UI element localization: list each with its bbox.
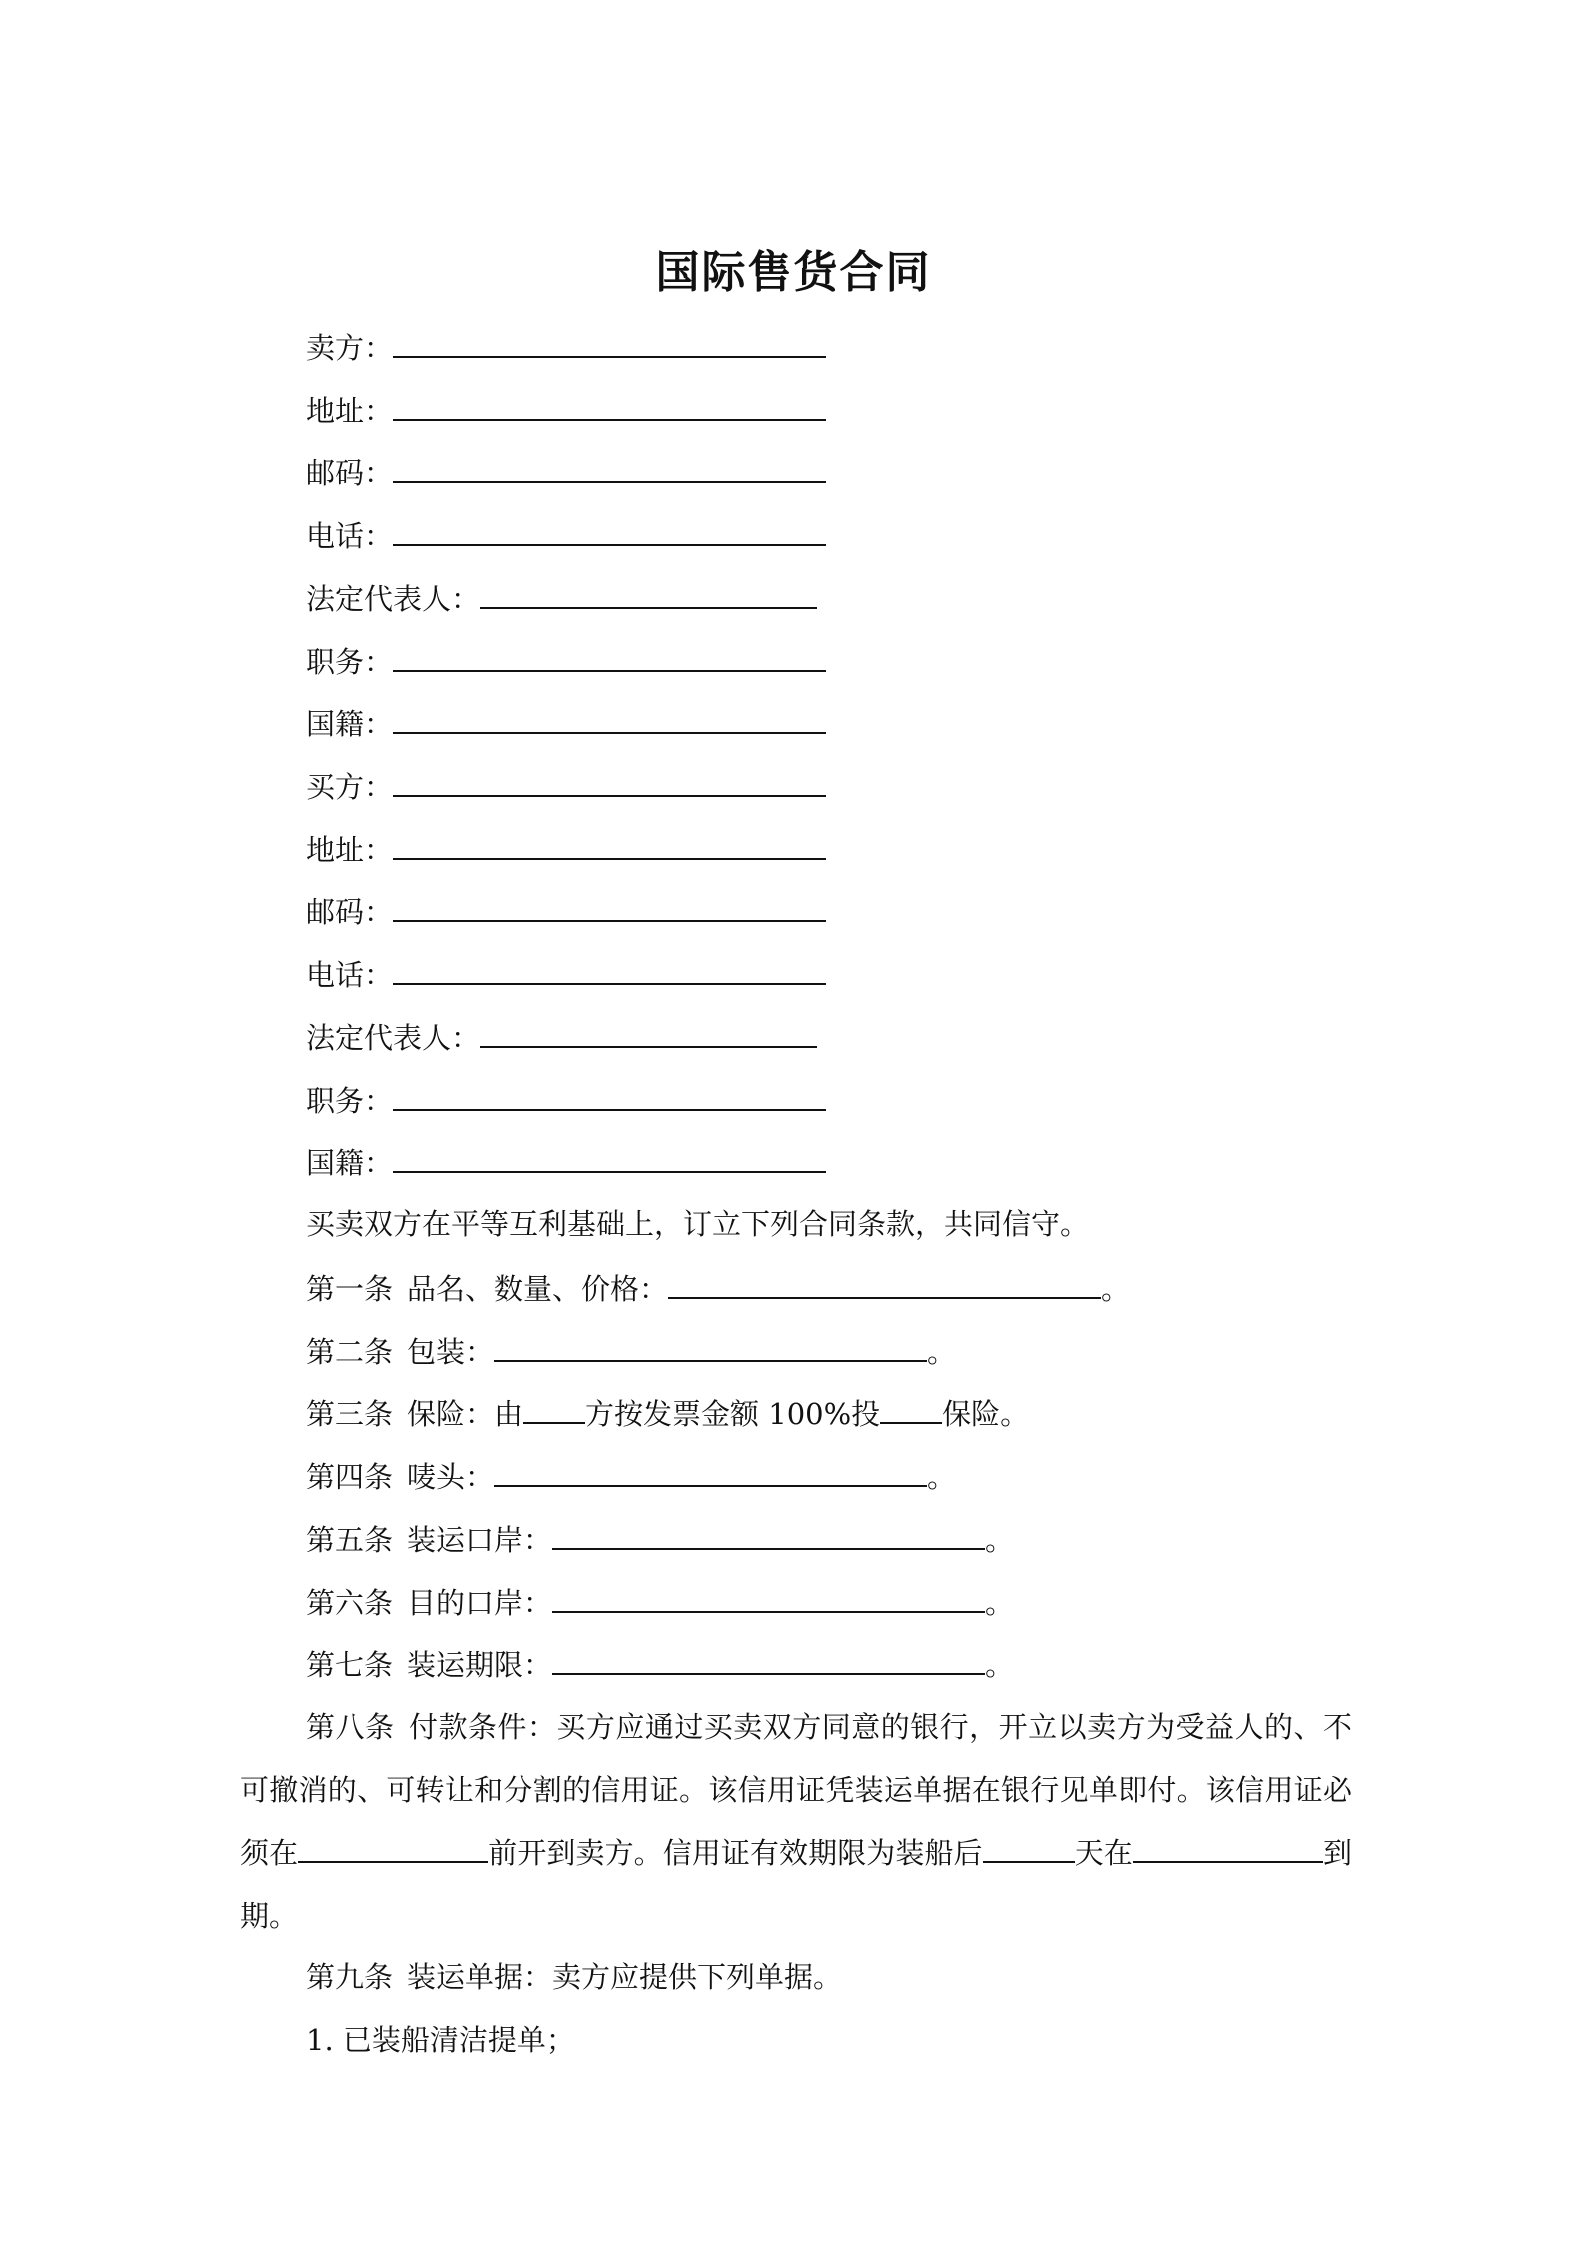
article-8-text-3: 天在 [1074, 1836, 1133, 1870]
article-2 [306, 1330, 956, 1372]
article-7-number: 第七条 [306, 1648, 394, 1682]
seller-postcode-field[interactable] [393, 451, 826, 483]
buyer-legal-rep-line [306, 1016, 817, 1058]
buyer-nationality-label: 国籍： [306, 1146, 394, 1180]
article-4-period: 。 [927, 1460, 957, 1494]
seller-address-field[interactable] [393, 389, 826, 421]
article-1 [306, 1267, 1130, 1309]
article-1-number: 第一条 [306, 1272, 394, 1306]
article-2-number: 第二条 [306, 1335, 394, 1369]
seller-field[interactable] [393, 326, 826, 358]
article-6-period: 。 [985, 1586, 1015, 1620]
article-2-period: 。 [927, 1335, 957, 1369]
article-7-field[interactable] [552, 1643, 985, 1675]
buyer-postcode-field[interactable] [393, 890, 826, 922]
article-8 [240, 1696, 1352, 1948]
article-5-field[interactable] [552, 1518, 985, 1550]
article-5-period: 。 [985, 1523, 1015, 1557]
article-3 [306, 1392, 1029, 1434]
intro-text: 买卖双方在平等互利基础上，订立下列合同条款，共同信守。 [306, 1207, 1090, 1241]
article-6-field[interactable] [552, 1581, 985, 1613]
article-8-days-field[interactable] [983, 1831, 1075, 1863]
article-9 [306, 1957, 842, 1997]
buyer-field[interactable] [393, 765, 826, 797]
buyer-phone-line [306, 953, 826, 995]
article-6-text: 目的口岸： [407, 1586, 553, 1620]
seller-postcode-label: 邮码： [306, 456, 394, 490]
buyer-nationality-field[interactable] [393, 1141, 826, 1173]
item-1: 1. 已装船清洁提单； [306, 2023, 575, 2057]
article-8-number: 第八条 [306, 1710, 395, 1744]
seller-address-line [306, 389, 826, 431]
article-8-place-field[interactable] [1133, 1831, 1323, 1863]
article-6 [306, 1581, 1014, 1623]
article-3-text-1: 保险：由 [407, 1397, 524, 1431]
article-1-period: 。 [1101, 1272, 1131, 1306]
article-1-text: 品名、数量、价格： [407, 1272, 669, 1306]
buyer-legal-rep-label: 法定代表人： [306, 1021, 481, 1055]
article-9-text: 装运单据：卖方应提供下列单据。 [407, 1960, 843, 1994]
seller-nationality-field[interactable] [393, 702, 826, 734]
article-5-number: 第五条 [306, 1523, 394, 1557]
seller-nationality-label: 国籍： [306, 707, 394, 741]
seller-position-line [306, 640, 826, 682]
seller-legal-rep-label: 法定代表人： [306, 582, 481, 616]
article-4-text: 唛头： [407, 1460, 495, 1494]
buyer-postcode-label: 邮码： [306, 895, 394, 929]
seller-address-label: 地址： [306, 394, 394, 428]
seller-phone-line [306, 514, 826, 556]
article-8-text-1: 付款条件：买方应通过买卖双方同意的银行，开立以卖方为受益人的、不可撤消的、可转让和分割的信用证。该信用证凭装运单据在银行见单即付。该信用证必须在 [240, 1710, 1352, 1870]
article-9-number: 第九条 [306, 1960, 394, 1994]
article-5-text: 装运口岸： [407, 1523, 553, 1557]
buyer-address-line [306, 828, 826, 870]
seller-legal-rep-line [306, 577, 817, 619]
buyer-position-line [306, 1079, 826, 1121]
buyer-label: 买方： [306, 770, 394, 804]
seller-label: 卖方： [306, 331, 394, 365]
seller-phone-label: 电话： [306, 519, 394, 553]
seller-position-field[interactable] [393, 640, 826, 672]
buyer-address-field[interactable] [393, 828, 826, 860]
article-5 [306, 1518, 1014, 1560]
article-7-text: 装运期限： [407, 1648, 553, 1682]
seller-nationality-line [306, 702, 826, 744]
article-3-number: 第三条 [306, 1397, 394, 1431]
seller-postcode-line [306, 451, 826, 493]
article-4 [306, 1455, 956, 1497]
buyer-phone-label: 电话： [306, 958, 394, 992]
article-4-number: 第四条 [306, 1460, 394, 1494]
article-7-period: 。 [985, 1648, 1015, 1682]
article-8-text-4: 到期。 [240, 1836, 1352, 1933]
page-title: 国际售货合同 [655, 247, 932, 298]
seller-phone-field[interactable] [393, 514, 826, 546]
article-8-date-field[interactable] [298, 1831, 488, 1863]
article-3-text-3: 保险。 [942, 1397, 1030, 1431]
buyer-address-label: 地址： [306, 833, 394, 867]
article-7 [306, 1643, 1014, 1685]
seller-legal-rep-field[interactable] [480, 577, 817, 609]
article-2-field[interactable] [494, 1330, 927, 1362]
article-6-number: 第六条 [306, 1586, 394, 1620]
article-8-paragraph [240, 1696, 1352, 1948]
buyer-nationality-line [306, 1141, 826, 1183]
seller-line [306, 326, 826, 368]
article-2-text: 包装： [407, 1335, 495, 1369]
buyer-position-field[interactable] [393, 1079, 826, 1111]
buyer-line [306, 765, 826, 807]
article-1-field[interactable] [668, 1267, 1101, 1299]
buyer-legal-rep-field[interactable] [480, 1016, 817, 1048]
buyer-phone-field[interactable] [393, 953, 826, 985]
seller-position-label: 职务： [306, 645, 394, 679]
article-4-field[interactable] [494, 1455, 927, 1487]
article-3-party-field[interactable] [523, 1392, 585, 1424]
article-3-insurance-field[interactable] [880, 1392, 942, 1424]
buyer-postcode-line [306, 890, 826, 932]
buyer-position-label: 职务： [306, 1084, 394, 1118]
article-8-text-2: 前开到卖方。信用证有效期限为装船后 [488, 1836, 983, 1870]
article-3-text-2: 方按发票金额 100%投 [585, 1397, 881, 1431]
